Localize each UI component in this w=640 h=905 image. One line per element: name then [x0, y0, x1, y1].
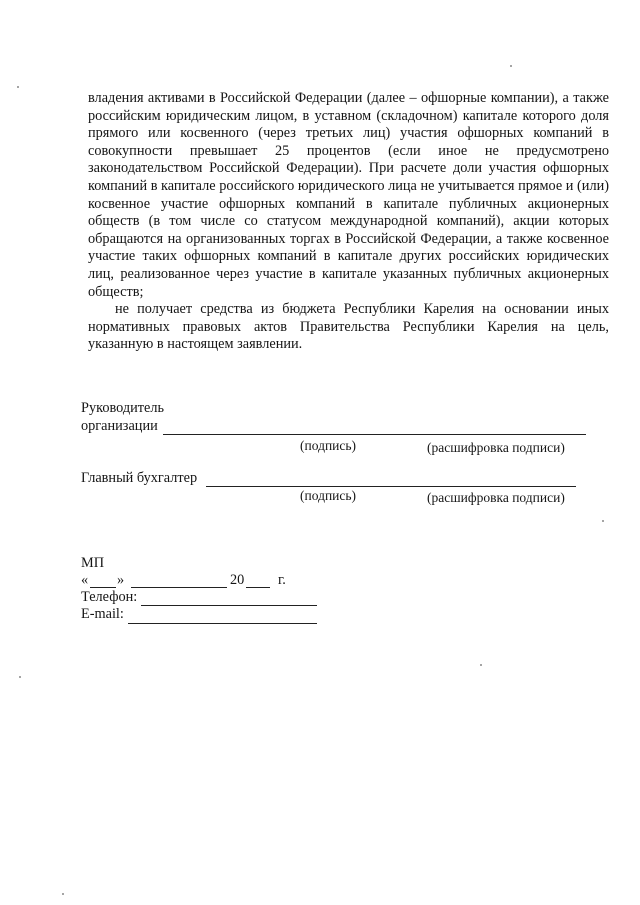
- organization-label: организации: [81, 418, 158, 434]
- accountant-signature-line: [206, 486, 576, 487]
- head-signature-line: [163, 434, 586, 435]
- date-year-suffix: г.: [278, 572, 286, 588]
- date-year-prefix: 20: [230, 572, 245, 588]
- date-open-quote: «: [81, 572, 89, 588]
- phone-line: [141, 605, 317, 606]
- scan-speck: [480, 664, 482, 666]
- head-decoding-caption: (расшифровка подписи): [427, 440, 565, 455]
- date-year-line: [246, 587, 270, 588]
- body-text: [88, 90, 609, 354]
- scan-speck: [17, 86, 19, 88]
- date-day-line: [90, 587, 116, 588]
- stamp-label: МП: [81, 555, 105, 571]
- email-label: E-mail:: [81, 606, 124, 622]
- phone-label: Телефон:: [81, 589, 138, 605]
- paragraph-budget-funds: не получает средства из бюджета Республики Карелия на основании иных нормативных правовых актов Правительства Республики Карелия на цель, указанную в настоящем заявлении.: [88, 301, 609, 353]
- scan-speck: [19, 676, 21, 678]
- date-month-line: [131, 587, 227, 588]
- email-line: [128, 623, 317, 624]
- scan-speck: [602, 520, 604, 522]
- date-close-quote: »: [117, 572, 125, 588]
- paragraph-offshore-conditions: владения активами в Российской Федерации (далее – офшорные компании), а также российским юридическим лицом, в уставном (складочном) капитале которого доля прямого или косвенного (через третьих лиц) участия офшорных компаний в совокупности превышает 25 процентов (если иное не предусмотрено законодательством Российской Федерации). При расчете доли участия офшорных компаний в капитале российского юридического лица не учитывается прямое и (или) косвенное участие офшорных компаний в капитале публичных акционерных обществ (в том числе со статусом международной компаний), акции которых обращаются на организованных торгах в Российской Федерации, а также косвенное участие таких офшорных компаний в капитале других российских юридических лиц, реализованное через участие в капитале указанных публичных акционерных обществ;: [88, 90, 609, 300]
- accountant-decoding-caption: (расшифровка подписи): [427, 490, 565, 505]
- chief-accountant-label: Главный бухгалтер: [81, 470, 198, 486]
- head-signature-caption: (подпись): [300, 438, 357, 453]
- scan-speck: [62, 893, 64, 895]
- scan-speck: [510, 65, 512, 67]
- accountant-signature-caption: (подпись): [300, 488, 357, 503]
- head-label: Руководитель: [81, 400, 165, 416]
